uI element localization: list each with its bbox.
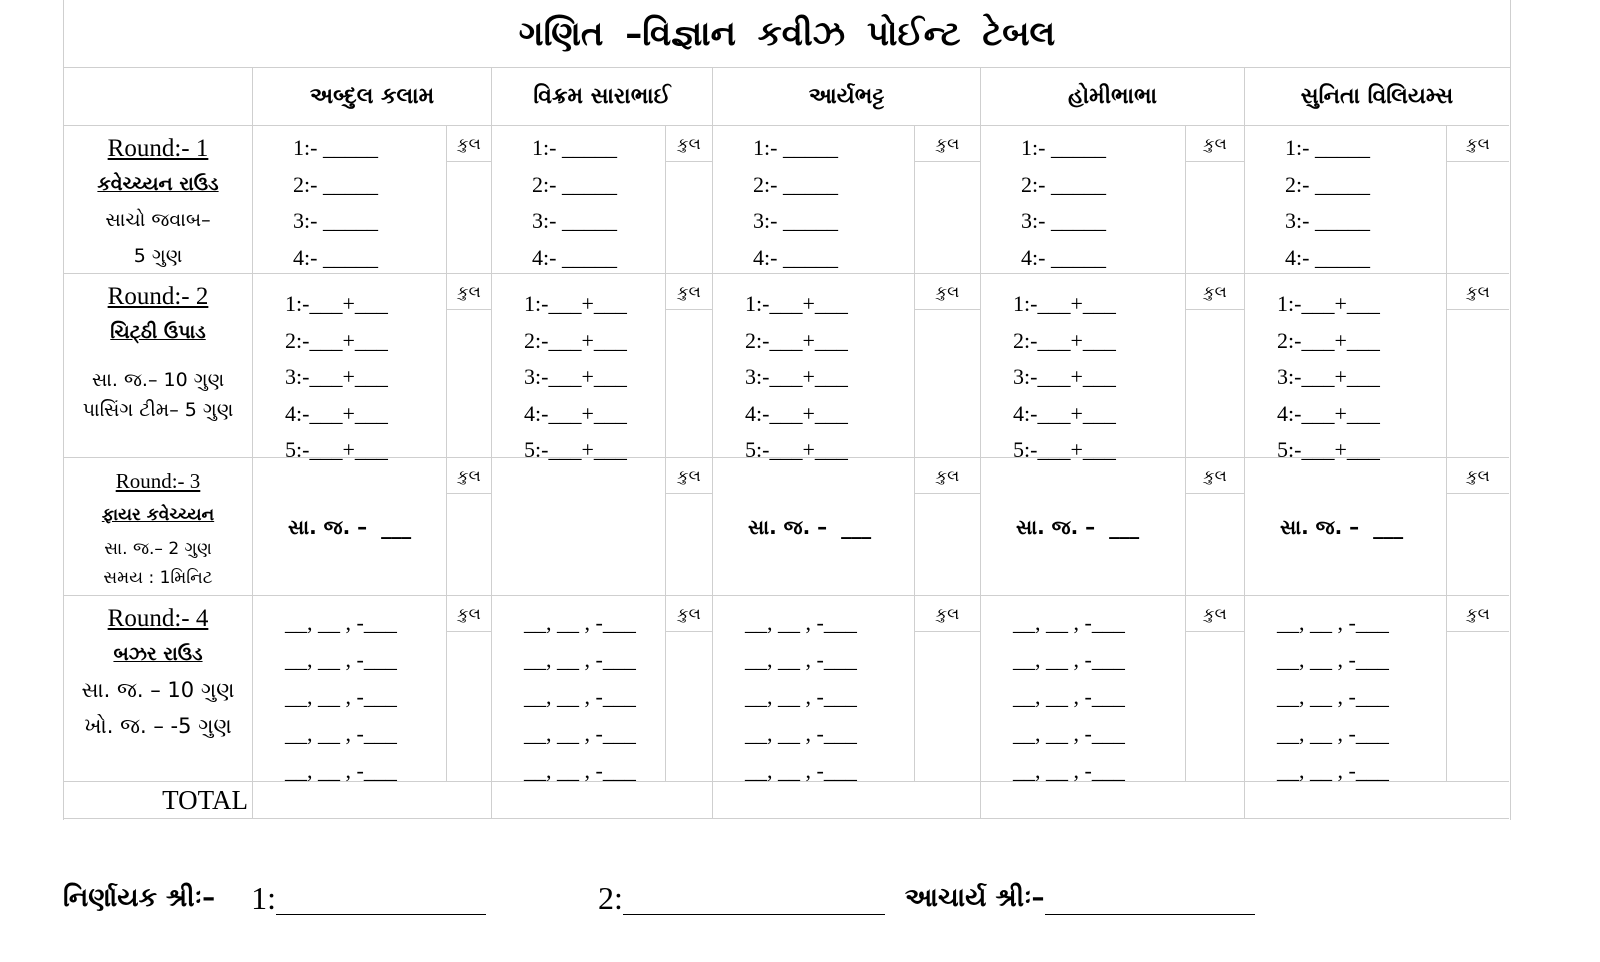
answer-slot[interactable]: __, __ , -___	[524, 684, 636, 709]
answer-slot[interactable]: 3:- _____	[293, 208, 378, 233]
round-3-total-cell[interactable]	[447, 458, 492, 596]
kul-label: કુલ	[1447, 274, 1509, 310]
round-1-entries	[1245, 126, 1447, 274]
kul-label: કુલ	[915, 126, 980, 162]
round-4-entries	[1245, 596, 1447, 782]
answer-slot[interactable]: __, __ , -___	[745, 647, 857, 672]
round-rule: સાચો જવાબ–	[105, 209, 211, 231]
round-1-entries	[253, 126, 447, 274]
round-4-total-cell[interactable]	[447, 596, 492, 782]
team-header-3: આર્યભટ્ટ	[713, 68, 981, 126]
answer-slot[interactable]: 1:- _____	[1285, 135, 1370, 160]
answer-slot[interactable]: __, __ , -___	[524, 610, 636, 635]
kul-label: કુલ	[1186, 126, 1244, 162]
round-1-entries	[713, 126, 915, 274]
round-1-total-cell[interactable]	[447, 126, 492, 274]
answer-slot[interactable]: __, __ , -___	[1277, 684, 1389, 709]
round-4-entries	[713, 596, 915, 782]
round-name: ફાયર કવેચ્ચ્યન	[101, 505, 215, 525]
round-4-entries	[981, 596, 1186, 782]
round-rule: પાસિંગ ટીમ– 5 ગુણ	[82, 399, 234, 421]
round-2-total-cell[interactable]	[1186, 274, 1245, 458]
round-4-total-cell[interactable]	[666, 596, 713, 782]
kul-label: કુલ	[1447, 596, 1509, 632]
round-2-entries	[981, 274, 1186, 462]
answer-slot[interactable]: 4:- _____	[532, 244, 617, 270]
judge-2-signature-line[interactable]	[623, 882, 885, 915]
round-3-entry[interactable]: સા. જ. – ___	[981, 458, 1186, 596]
kul-label: કુલ	[915, 596, 980, 632]
round-rule: 5 ગુણ	[133, 245, 183, 267]
round-1-total-cell[interactable]	[1186, 126, 1245, 274]
principal-signature-line[interactable]	[1045, 882, 1255, 915]
answer-slot[interactable]: 5:-___+___	[1013, 437, 1116, 462]
round-3-total-cell[interactable]	[915, 458, 981, 596]
round-rule: સા. જ. – 10 ગુણ	[81, 678, 235, 702]
round-3-total-cell[interactable]	[1447, 458, 1509, 596]
answer-slot[interactable]: __, __ , -___	[524, 647, 636, 672]
answer-slot[interactable]: 3:-___+___	[1277, 364, 1380, 389]
answer-slot[interactable]: 2:- _____	[532, 171, 617, 197]
total-label: TOTAL	[64, 782, 253, 819]
answer-slot[interactable]: 4:- _____	[1285, 244, 1370, 270]
answer-slot[interactable]: 2:- _____	[1021, 171, 1106, 197]
kul-label: કુલ	[447, 274, 491, 310]
round-3-total-cell[interactable]	[666, 458, 713, 596]
answer-slot[interactable]: 2:- _____	[293, 171, 378, 197]
kul-label: કુલ	[915, 458, 980, 494]
answer-slot[interactable]: __, __ , -___	[1277, 721, 1389, 746]
round-name: ચિટ્ઠી ઉપાડ	[110, 321, 206, 343]
team-header-4: હોમીભાભા	[981, 68, 1245, 126]
answer-slot[interactable]: __, __ , -___	[285, 610, 397, 635]
answer-slot[interactable]: __, __ , -___	[1013, 684, 1125, 709]
answer-slot[interactable]: 1:- _____	[753, 135, 838, 160]
judge-2-label: 2:	[597, 879, 623, 916]
answer-slot[interactable]: __, __ , -___	[524, 721, 636, 746]
answer-slot[interactable]: __, __ , -___	[285, 647, 397, 672]
round-rule: સા. જ.– 2 ગુણ	[104, 539, 212, 559]
round-1-entries	[492, 126, 666, 274]
answer-slot[interactable]: 1:-___+___	[1277, 291, 1380, 316]
answer-slot[interactable]: 4:- _____	[1021, 244, 1106, 270]
judge-1-label: 1:	[251, 879, 276, 916]
kul-label: કુલ	[447, 126, 491, 162]
round-4-total-cell[interactable]	[915, 596, 981, 782]
total-cell-team-4[interactable]	[981, 782, 1245, 819]
answer-slot[interactable]: __, __ , -___	[1013, 610, 1125, 635]
kul-label: કુલ	[1186, 274, 1244, 310]
total-cell-team-3[interactable]	[713, 782, 981, 819]
answer-slot[interactable]: 1:-___+___	[1013, 291, 1116, 316]
answer-slot[interactable]: __, __ , -___	[1277, 758, 1389, 783]
answer-slot[interactable]: __, __ , -___	[1013, 721, 1125, 746]
round-rule: સા. જ.– 10 ગુણ	[91, 369, 225, 391]
round-rule: સમય : 1મિનિટ	[103, 568, 213, 588]
round-3-total-cell[interactable]	[1186, 458, 1245, 596]
round-2-total-cell[interactable]	[1447, 274, 1509, 458]
answer-slot[interactable]: 2:-___+___	[524, 327, 627, 353]
answer-slot[interactable]: __, __ , -___	[285, 758, 397, 783]
answer-slot[interactable]: 3:-___+___	[285, 364, 388, 389]
answer-slot[interactable]: 5:-___+___	[524, 437, 627, 462]
answer-slot[interactable]: 4:-___+___	[285, 400, 388, 426]
judge-label: નિર્ણાયક શ્રીઃ–	[63, 882, 216, 913]
team-header-2: વિક્રમ સારાભાઈ	[492, 68, 713, 126]
round-1-entries	[981, 126, 1186, 274]
kul-label: કુલ	[915, 274, 980, 310]
page-title: ગણિત –વિજ્ઞાન કવીઝ પોઈન્ટ ટેબલ	[64, 0, 1510, 68]
answer-slot[interactable]: 2:-___+___	[745, 327, 848, 353]
round-2-entries	[253, 274, 447, 462]
round-3-entry[interactable]: સા. જ. – ___	[253, 458, 447, 596]
answer-slot[interactable]: __, __ , -___	[1013, 758, 1125, 783]
round-2-entries	[492, 274, 666, 462]
kul-label: કુલ	[1186, 458, 1244, 494]
kul-label: કુલ	[1186, 596, 1244, 632]
total-cell-team-5[interactable]	[1245, 782, 1509, 819]
round-name: બઝર રાઉડ	[113, 643, 203, 665]
answer-slot[interactable]: 1:- _____	[532, 135, 617, 160]
round-4-entries	[492, 596, 666, 782]
round-1-total-cell[interactable]	[1447, 126, 1509, 274]
round-title: Round:- 4	[107, 605, 209, 632]
kul-label: કુલ	[1447, 458, 1509, 494]
answer-slot[interactable]: 5:-___+___	[285, 437, 388, 462]
round-3-entry[interactable]: સા. જ. – ___	[713, 458, 915, 596]
answer-slot[interactable]: __, __ , -___	[745, 684, 857, 709]
answer-slot[interactable]: __, __ , -___	[745, 758, 857, 783]
round-4-total-cell[interactable]	[1186, 596, 1245, 782]
answer-slot[interactable]: 5:-___+___	[745, 437, 848, 462]
round-4-entries	[253, 596, 447, 782]
kul-label: કુલ	[666, 458, 712, 494]
answer-slot[interactable]: 2:- _____	[753, 171, 838, 197]
answer-slot[interactable]: __, __ , -___	[1277, 647, 1389, 672]
round-2-entries	[1245, 274, 1447, 462]
answer-slot[interactable]: 4:- _____	[753, 244, 838, 270]
answer-slot[interactable]: __, __ , -___	[285, 684, 397, 709]
round-4-total-cell[interactable]	[1447, 596, 1509, 782]
answer-slot[interactable]: 4:-___+___	[745, 400, 848, 426]
answer-slot[interactable]: 5:-___+___	[1277, 437, 1380, 462]
point-table-sheet	[63, 0, 1511, 820]
answer-slot[interactable]: 4:- _____	[293, 244, 378, 270]
judge-1-signature-line[interactable]	[276, 882, 486, 915]
answer-slot[interactable]: 4:-___+___	[1013, 400, 1116, 426]
answer-slot[interactable]: 3:- _____	[1285, 208, 1370, 233]
kul-label: કુલ	[1447, 126, 1509, 162]
answer-slot[interactable]: 3:- _____	[753, 208, 838, 233]
answer-slot[interactable]: 2:-___+___	[1277, 327, 1380, 353]
answer-slot[interactable]: 3:-___+___	[524, 364, 627, 389]
answer-slot[interactable]: __, __ , -___	[285, 721, 397, 746]
round-title: Round:- 2	[107, 283, 209, 310]
answer-slot[interactable]: 2:-___+___	[285, 327, 388, 353]
round-4-label	[64, 596, 253, 782]
answer-slot[interactable]: __, __ , -___	[524, 758, 636, 783]
round-2-label	[64, 274, 253, 458]
round-1-label	[64, 126, 253, 274]
answer-slot[interactable]: 2:-___+___	[1013, 327, 1116, 353]
round-3-entry-empty[interactable]	[492, 458, 666, 596]
answer-slot[interactable]: __, __ , -___	[1277, 610, 1389, 635]
answer-slot[interactable]: __, __ , -___	[1013, 647, 1125, 672]
signature-footer	[63, 868, 1503, 928]
answer-slot[interactable]: 4:-___+___	[524, 400, 627, 426]
answer-slot[interactable]: 4:-___+___	[1277, 400, 1380, 426]
point-table-grid	[64, 68, 1510, 819]
corner-cell	[64, 68, 253, 126]
answer-slot[interactable]: 3:- _____	[1021, 208, 1106, 233]
round-title: Round:- 1	[107, 135, 209, 162]
total-cell-team-2[interactable]	[492, 782, 713, 819]
answer-slot[interactable]: 3:-___+___	[745, 364, 848, 389]
kul-label: કુલ	[447, 596, 491, 632]
kul-label: કુલ	[666, 274, 712, 310]
total-cell-team-1[interactable]	[253, 782, 492, 819]
round-name: કવેચ્ચ્યન રાઉડ	[97, 173, 219, 195]
kul-label: કુલ	[447, 458, 491, 494]
answer-slot[interactable]: 1:-___+___	[745, 291, 848, 316]
round-2-total-cell[interactable]	[915, 274, 981, 458]
answer-slot[interactable]: 1:- _____	[293, 135, 378, 160]
round-1-total-cell[interactable]	[915, 126, 981, 274]
team-header-1: અબ્દુલ કલામ	[253, 68, 492, 126]
round-1-total-cell[interactable]	[666, 126, 713, 274]
answer-slot[interactable]: __, __ , -___	[745, 721, 857, 746]
round-rule: ખો. જ. – -5 ગુણ	[84, 714, 232, 738]
answer-slot[interactable]: 3:- _____	[532, 208, 617, 233]
round-3-label	[64, 458, 253, 596]
answer-slot[interactable]: __, __ , -___	[745, 610, 857, 635]
team-header-5: સુનિતા વિલિયમ્સ	[1245, 68, 1509, 126]
answer-slot[interactable]: 1:- _____	[1021, 135, 1106, 160]
principal-label: આચાર્ય શ્રીઃ–	[904, 882, 1045, 913]
round-2-total-cell[interactable]	[666, 274, 713, 458]
answer-slot[interactable]: 1:-___+___	[524, 291, 627, 316]
answer-slot[interactable]: 3:-___+___	[1013, 364, 1116, 389]
round-title: Round:- 3	[115, 469, 201, 493]
round-2-total-cell[interactable]	[447, 274, 492, 458]
answer-slot[interactable]: 2:- _____	[1285, 171, 1370, 197]
round-3-entry[interactable]: સા. જ. – ___	[1245, 458, 1447, 596]
kul-label: કુલ	[666, 126, 712, 162]
kul-label: કુલ	[666, 596, 712, 632]
round-2-entries	[713, 274, 915, 462]
answer-slot[interactable]: 1:-___+___	[285, 291, 388, 316]
